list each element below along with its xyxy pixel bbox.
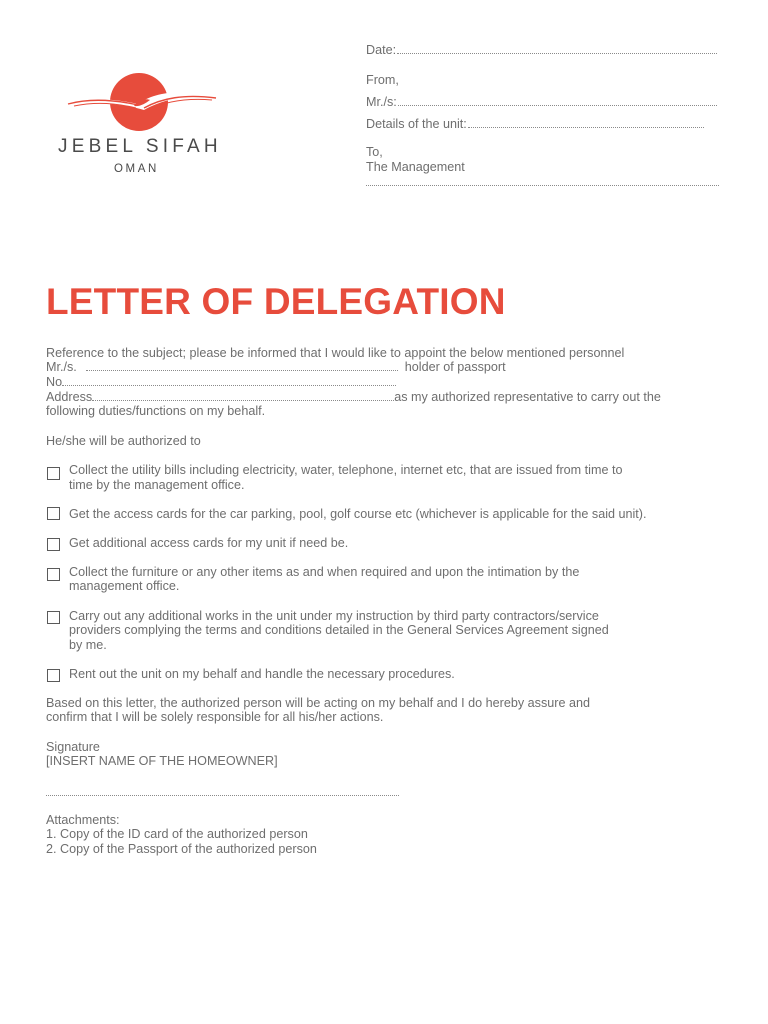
unit-details-label: Details of the unit: <box>366 117 467 131</box>
passport-number-label: No <box>46 375 63 389</box>
representative-name-field <box>46 360 726 375</box>
sender-name-input-line[interactable] <box>398 95 717 106</box>
attachments-label: Attachments: <box>46 813 120 827</box>
logo-sun-bird-icon <box>64 70 220 134</box>
duty-text-line: providers complying the terms and conditions detailed in the General Services Agreement signed <box>69 623 609 637</box>
authorized-heading: He/she will be authorized to <box>46 434 201 448</box>
duty-text-line: management office. <box>69 579 180 593</box>
signature-label: Signature <box>46 740 100 754</box>
address-field <box>46 390 726 405</box>
to-label: To, <box>366 145 383 159</box>
intro-line-last: following duties/functions on my behalf. <box>46 404 266 418</box>
recipient-management: The Management <box>366 160 465 174</box>
duty-checkbox[interactable] <box>47 669 60 682</box>
unit-details-input-line[interactable] <box>468 117 704 128</box>
duty-text-line: Get the access cards for the car parking, pool, golf course etc (whichever is applicable for the said unit). <box>69 507 647 521</box>
from-label: From, <box>366 73 399 87</box>
duty-text-line: Get additional access cards for my unit if need be. <box>69 536 349 550</box>
duty-text-line: by me. <box>69 638 107 652</box>
unit-details-field <box>366 117 704 132</box>
signature-input-line[interactable] <box>46 785 399 800</box>
document-title: LETTER OF DELEGATION <box>46 281 506 322</box>
representative-name-label: Mr./s. <box>46 360 77 374</box>
attachment-item: 2. Copy of the Passport of the authorized person <box>46 842 317 856</box>
sender-name-label: Mr./s: <box>366 95 397 109</box>
representative-phrase: as my authorized representative to carry out the <box>394 390 661 404</box>
duty-text-line: time by the management office. <box>69 478 245 492</box>
passport-holder-label: holder of passport <box>404 360 506 374</box>
closing-line-2: confirm that I will be solely responsible for all his/her actions. <box>46 710 384 724</box>
duty-text-line: Collect the furniture or any other items as and when required and upon the intimation by the <box>69 565 580 579</box>
duty-checkbox[interactable] <box>47 467 60 480</box>
date-input-line[interactable] <box>397 43 717 54</box>
duty-checkbox[interactable] <box>47 538 60 551</box>
address-label: Address <box>46 390 93 404</box>
address-input-line[interactable] <box>92 390 394 401</box>
duty-text-line: Carry out any additional works in the unit under my instruction by third party contractors/service <box>69 609 599 623</box>
intro-line-1: Reference to the subject; please be informed that I would like to appoint the below mentioned personnel <box>46 346 625 360</box>
date-label: Date: <box>366 43 397 57</box>
date-field <box>366 43 717 58</box>
recipient-extra-line[interactable] <box>366 175 719 190</box>
attachment-item: 1. Copy of the ID card of the authorized person <box>46 827 308 841</box>
logo-subtitle: OMAN <box>114 163 159 175</box>
duty-text-line: Rent out the unit on my behalf and handle the necessary procedures. <box>69 667 455 681</box>
duty-text-line: Collect the utility bills including electricity, water, telephone, internet etc, that are issued from time to <box>69 463 623 477</box>
duty-checkbox[interactable] <box>47 507 60 520</box>
sender-name-field <box>366 95 717 110</box>
duty-checkbox[interactable] <box>47 611 60 624</box>
passport-number-input-line[interactable] <box>62 375 396 386</box>
passport-number-field <box>46 375 726 390</box>
homeowner-name-placeholder: [INSERT NAME OF THE HOMEOWNER] <box>46 754 278 768</box>
logo-wordmark: JEBEL SIFAH <box>58 136 222 157</box>
duty-checkbox[interactable] <box>47 568 60 581</box>
closing-line-1: Based on this letter, the authorized person will be acting on my behalf and I do hereby assure and <box>46 696 590 710</box>
representative-name-input-line[interactable] <box>86 360 398 371</box>
